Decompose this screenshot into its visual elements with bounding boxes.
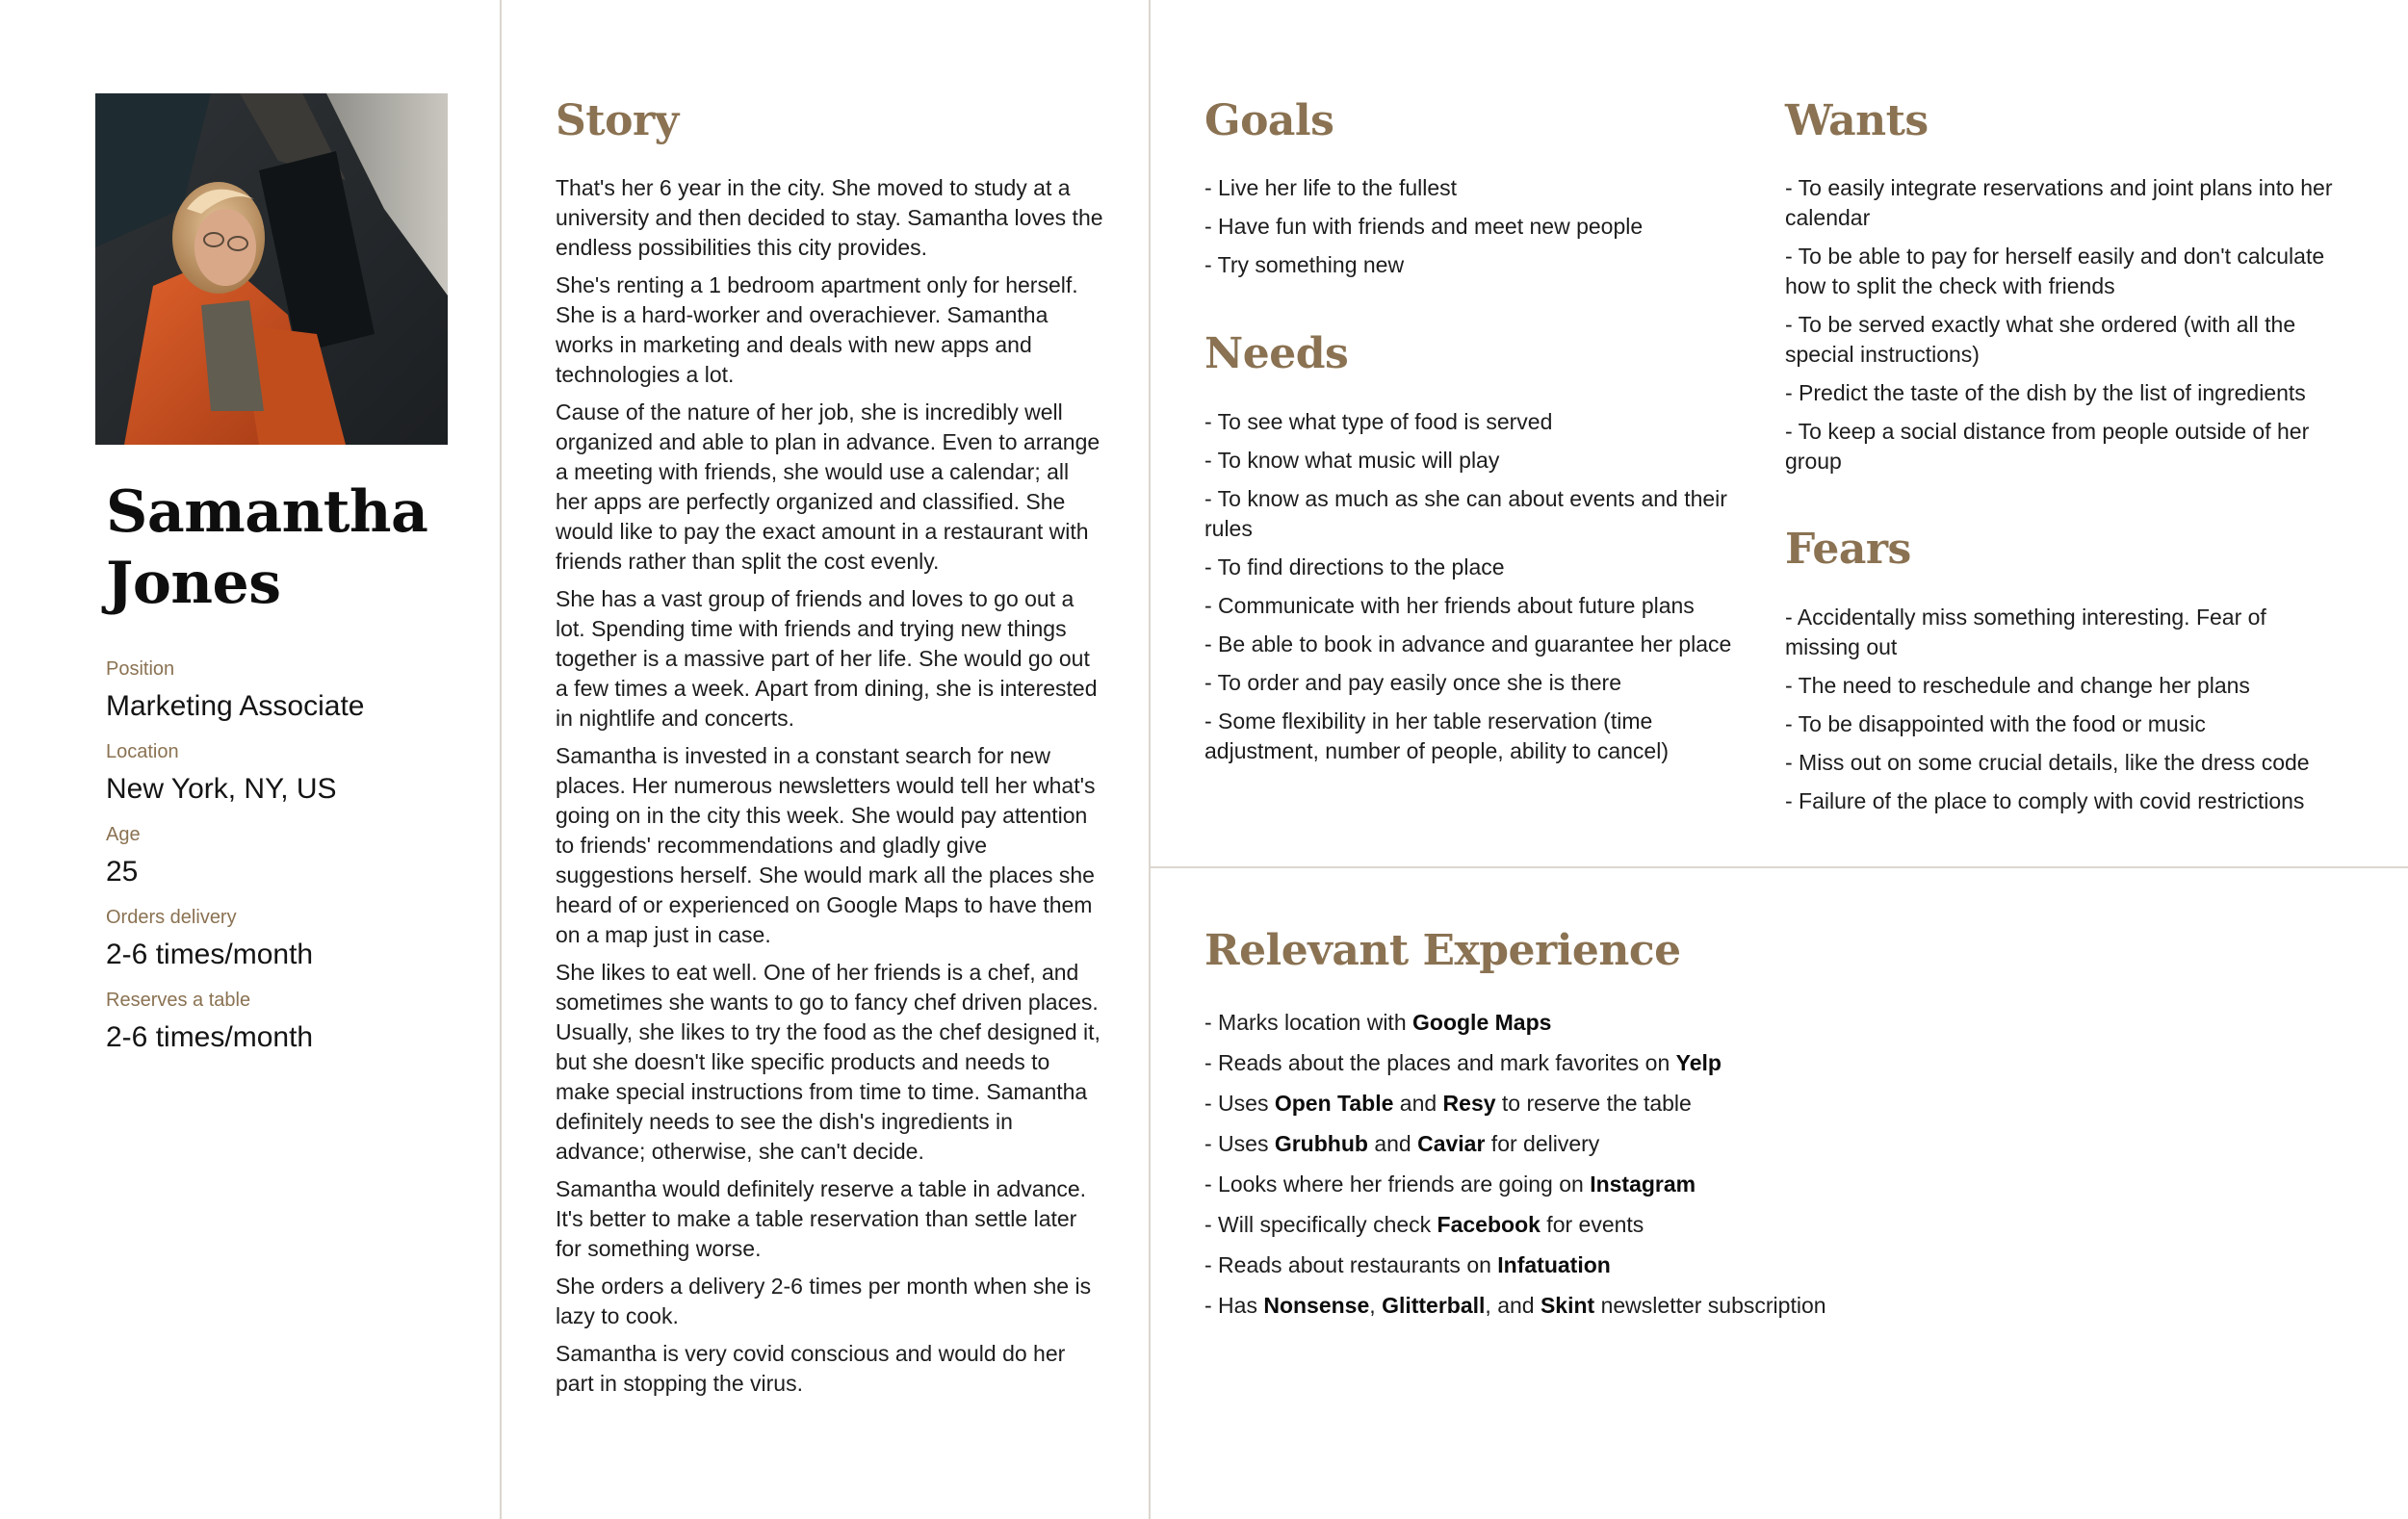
experience-item (1204, 1210, 2264, 1240)
experience-text: - Reads about the places and mark favorites on (1204, 1050, 1676, 1075)
goals-list (1204, 173, 1744, 289)
experience-text: for delivery (1485, 1131, 1600, 1156)
fact-value: 25 (106, 856, 139, 888)
list-item: - Communicate with her friends about future plans (1204, 593, 1695, 618)
list-item: - To know as much as she can about events and their rules (1204, 486, 1727, 541)
experience-text: - Uses (1204, 1131, 1275, 1156)
fact-orders-delivery (106, 905, 472, 974)
list-item: - Failure of the place to comply with covid restrictions (1785, 788, 2305, 813)
tool-name: Google Maps (1412, 1010, 1552, 1035)
fact-label: Age (106, 824, 141, 845)
experience-text: - Marks location with (1204, 1010, 1413, 1035)
list-item: - Accidentally miss something interesting. Fear of missing out (1785, 605, 2266, 659)
experience-text: - Has (1204, 1293, 1264, 1318)
story-paragraph: She's renting a 1 bedroom apartment only for herself. She is a hard-worker and overachiever. Samantha works in marketing and deals with new apps and technologies a lot. (556, 272, 1078, 387)
list-item: - To order and pay easily once she is there (1204, 670, 1621, 695)
experience-text: and (1367, 1131, 1418, 1156)
fact-value: 2-6 times/month (106, 939, 314, 970)
experience-item (1204, 1291, 2264, 1321)
divider-left (500, 0, 502, 1519)
story-paragraph: Samantha is very covid conscious and would do her part in stopping the virus. (556, 1341, 1066, 1396)
experience-item (1204, 1008, 2264, 1038)
list-item: - Some flexibility in her table reservation (time adjustment, number of people, ability to cancel) (1204, 708, 1669, 763)
experience-text: , (1369, 1293, 1383, 1318)
tool-name: Instagram (1590, 1171, 1696, 1197)
story-text (556, 173, 1104, 1406)
fears-list (1785, 603, 2334, 825)
tool-name: Grubhub (1274, 1131, 1368, 1156)
experience-text: - Reads about restaurants on (1204, 1252, 1498, 1277)
list-item: - To keep a social distance from people outside of her group (1785, 419, 2310, 474)
tool-name: Glitterball (1382, 1293, 1486, 1318)
story-paragraph: That's her 6 year in the city. She moved to study at a university and then decided to stay. Samantha loves the endless possibilities this city provides. (556, 175, 1103, 260)
profile-photo (95, 93, 448, 445)
experience-item (1204, 1170, 2264, 1199)
tool-name: Open Table (1274, 1091, 1394, 1116)
list-item: - Try something new (1204, 252, 1405, 277)
fact-reserves-table (106, 988, 472, 1057)
fact-value: New York, NY, US (106, 773, 337, 805)
tool-name: Infatuation (1497, 1252, 1611, 1277)
list-item: - To easily integrate reservations and joint plans into her calendar (1785, 175, 2333, 230)
experience-heading: Relevant Experience (1204, 926, 1681, 975)
experience-item (1204, 1250, 2264, 1280)
list-item: - Live her life to the fullest (1204, 175, 1458, 200)
list-item: - Predict the taste of the dish by the list of ingredients (1785, 380, 2306, 405)
list-item: - To find directions to the place (1204, 554, 1505, 579)
tool-name: Facebook (1437, 1212, 1541, 1237)
experience-item (1204, 1129, 2264, 1159)
fact-location (106, 739, 472, 809)
list-item: - To know what music will play (1204, 448, 1500, 473)
tool-name: Caviar (1417, 1131, 1486, 1156)
story-paragraph: She likes to eat well. One of her friends is a chef, and sometimes she wants to go to fancy chef driven places. Usually, she likes to try the food as the chef designed it, but she doesn't like specific products and needs to make special instructions from time to time. Samantha definitely needs to see the dish's ingredients in advance; otherwise, she can't decide. (556, 960, 1100, 1164)
story-paragraph: She has a vast group of friends and loves to go out a lot. Spending time with friends and trying new things together is a massive part of her life. She would go out a few times a week. Apart from dining, she is interested in nightlife and concerts. (556, 586, 1098, 731)
list-item: - Have fun with friends and meet new people (1204, 214, 1644, 239)
persona-last-name: Jones (106, 550, 281, 617)
experience-text: to reserve the table (1495, 1091, 1692, 1116)
fact-label: Reserves a table (106, 990, 251, 1011)
tool-name: Nonsense (1263, 1293, 1370, 1318)
story-paragraph: Samantha is invested in a constant search for new places. Her numerous newsletters would tell her what's going on in the city this week. She would pay attention to friends' recommendations and gladly give suggestions herself. She would mark all the places she heard of or experienced on Google Maps to have them on a map just in case. (556, 743, 1096, 947)
list-item: - To be disappointed with the food or music (1785, 711, 2206, 736)
fact-label: Orders delivery (106, 907, 237, 928)
list-item: - To be able to pay for herself easily and don't calculate how to split the check with friends (1785, 244, 2325, 298)
experience-text: - Uses (1204, 1091, 1275, 1116)
needs-heading: Needs (1204, 329, 1349, 378)
list-item: - To be served exactly what she ordered (with all the special instructions) (1785, 312, 2296, 367)
wants-heading: Wants (1785, 96, 1929, 145)
experience-text: newsletter subscription (1594, 1293, 1826, 1318)
goals-heading: Goals (1204, 96, 1334, 145)
experience-item (1204, 1089, 2264, 1119)
experience-item (1204, 1048, 2264, 1078)
tool-name: Yelp (1675, 1050, 1722, 1075)
divider-middle (1149, 0, 1151, 1519)
list-item: - To see what type of food is served (1204, 409, 1553, 434)
story-paragraph: She orders a delivery 2-6 times per month when she is lazy to cook. (556, 1274, 1092, 1328)
fact-position (106, 657, 472, 726)
list-item: - Be able to book in advance and guarantee her place (1204, 631, 1732, 657)
fact-label: Position (106, 658, 175, 680)
needs-list (1204, 407, 1753, 775)
list-item: - The need to reschedule and change her plans (1785, 673, 2250, 698)
fears-heading: Fears (1785, 525, 1911, 574)
persona-facts (106, 657, 472, 1070)
experience-text: - Will specifically check (1204, 1212, 1437, 1237)
experience-text: and (1393, 1091, 1443, 1116)
fact-value: 2-6 times/month (106, 1021, 314, 1053)
story-paragraph: Samantha would definitely reserve a table in advance. It's better to make a table reservation than settle later for something worse. (556, 1176, 1087, 1261)
divider-horizontal (1150, 866, 2408, 868)
list-item: - Miss out on some crucial details, like the dress code (1785, 750, 2310, 775)
story-heading: Story (556, 96, 679, 145)
experience-text: - Looks where her friends are going on (1204, 1171, 1591, 1197)
tool-name: Resy (1442, 1091, 1496, 1116)
experience-text: , and (1485, 1293, 1541, 1318)
fact-label: Location (106, 741, 179, 762)
fact-age (106, 822, 472, 891)
persona-first-name: Samantha (106, 478, 428, 546)
fact-value: Marketing Associate (106, 690, 365, 722)
wants-list (1785, 173, 2334, 485)
tool-name: Skint (1540, 1293, 1595, 1318)
story-paragraph: Cause of the nature of her job, she is incredibly well organized and able to plan in advance. Even to arrange a meeting with friends, she would use a calendar; all her apps are perfectly organized and classified. She would like to pay the exact amount in a restaurant with friends rather than split the cost evenly. (556, 399, 1100, 574)
experience-text: for events (1540, 1212, 1644, 1237)
persona-name (106, 476, 428, 619)
experience-list (1204, 1008, 2264, 1331)
